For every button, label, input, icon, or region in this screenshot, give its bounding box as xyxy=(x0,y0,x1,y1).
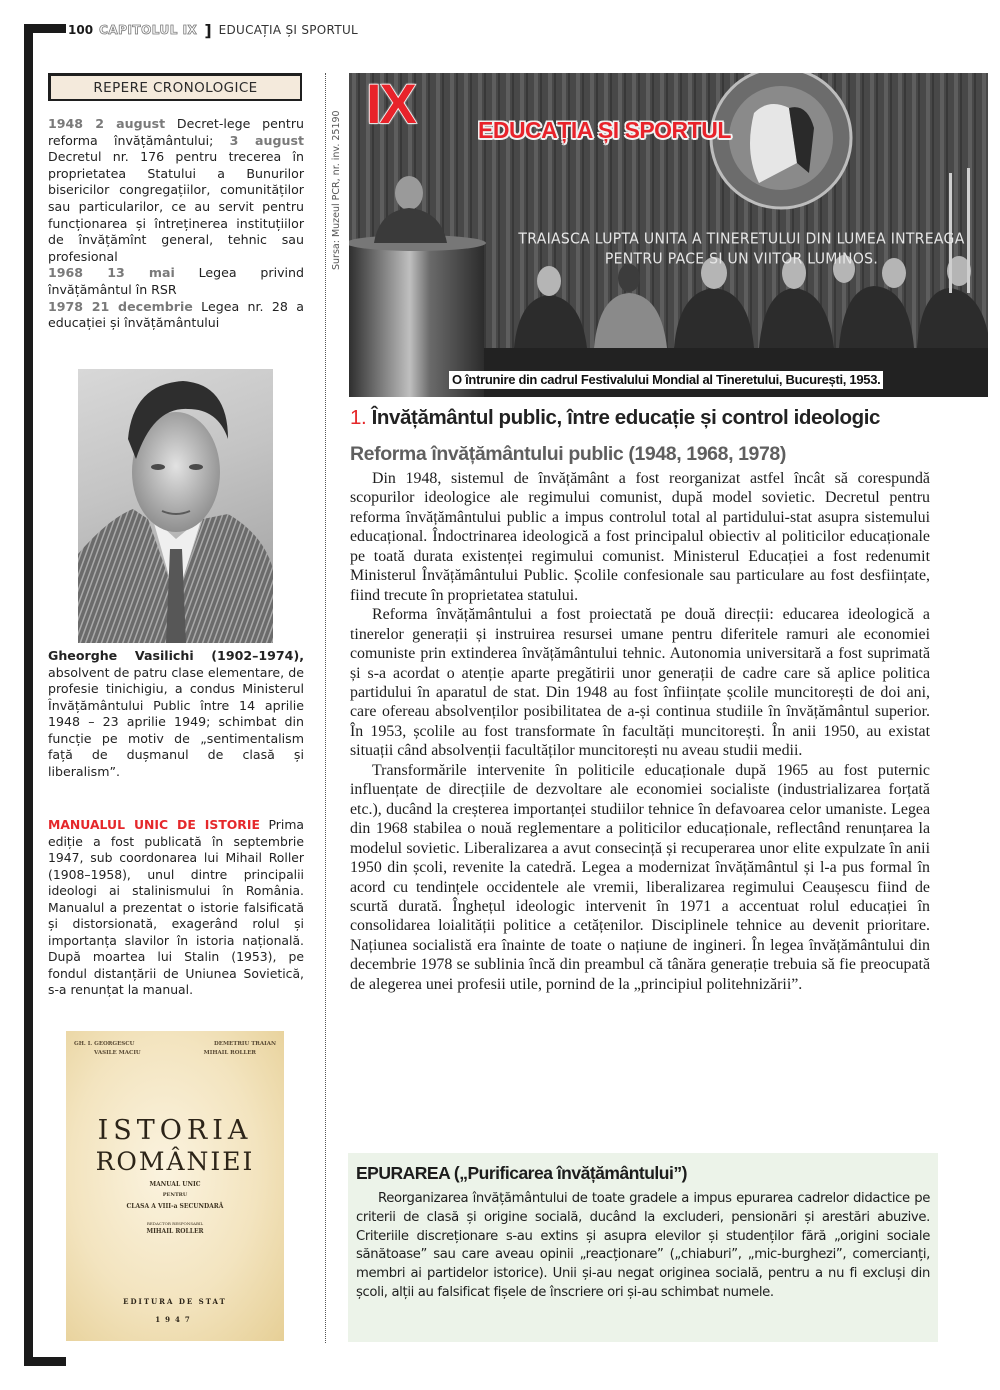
bio-text: absolvent de patru clase elementare, de profesie tinichigiu, a condus Ministerul Învățământului Public între 14 aprilie 1948 – 23 aprilie 1949; schimbat din funcție pe motiv de „sentimentalism față de dușmanul de clasă și liberalism”. xyxy=(48,664,304,779)
book-editor-name: MIHAIL ROLLER xyxy=(146,1228,204,1235)
column-divider xyxy=(325,73,326,1343)
page-frame-bracket xyxy=(24,24,33,1366)
bracket-icon: ] xyxy=(204,20,212,40)
repere-cronologice-heading xyxy=(48,73,302,101)
chronology-entry xyxy=(48,116,304,264)
chapter-number: IX xyxy=(366,73,415,135)
portrait-image-icon xyxy=(78,369,273,643)
chapter-title: EDUCAȚIA ȘI SPORTUL xyxy=(478,117,731,143)
chronology-entry xyxy=(48,265,304,298)
page-number: 100 xyxy=(68,23,94,37)
chronology-date: 3 august xyxy=(229,132,304,148)
chapter-banner-photo xyxy=(349,73,988,397)
manual-note-headline: MANUALUL UNIC DE ISTORIE xyxy=(48,817,260,832)
chronology-text: Legea nr. 28 a educației și învățământului xyxy=(48,298,304,331)
section-title-text: Învățământul public, între educație și control ideologic xyxy=(366,406,881,429)
chronology-date: 1968 13 mai xyxy=(48,265,175,281)
body-paragraph: Transformările intervenite în politicile educaționale după 1965 au fost puternic influențate de direcțiile de dezvoltare ale economiei socialiste (industrializarea forțată etc.), ducând la creșterea importanței studiilor tehnice în defavoarea celor umaniste. Legea din 1968 stabilea o nouă reglementare a politicilor educaționale, reflectând renunțarea la modelul sovietic. Liberalizarea a avut consecință și recuperarea unor elite expulzate în anii 1950 din școli, revenite la catedră. Legea a modernizat învățământul și l-a pus formal în acord cu tendințele occidentele ale vremii, liberalizarea regimului Ceaușescu fiind de scurtă durată. Înghețul ideologic intervenit în 1971 a accentuat rolul educației în consolidarea loialității politice a cetățenilor. Disciplinele tehnice au devenit prioritare. Națiunea socialistă era înainte de toate o națiune de ingineri. În legea învățământului din decembrie 1978 se sublinia încă din preambul că tânăra generație trebuia să fie preocupată de alegerea unei profesii utile, pornind de la „principiul politehnizării”. xyxy=(350,761,930,993)
body-paragraph: Din 1948, sistemul de învățământ a fost reorganizat astfel încât să corespundă scopurilor ideologice ale regimului comunist, după model sovietic. Decretul pentru reforma învățământului public a impus controlul total al partidului-stat asupra sistemului educațional. Îndoctrinarea ideologică a fost principalul obiectiv al politicilor educaționale pe toată durata existenței regimului comunist. Ministerul Educației a fost redenumit Ministerul Învățământului Public. Școlile confesionale sau particulare au fost desființate, fiind trecute în proprietatea statului. xyxy=(350,470,930,604)
chronology-date: 1978 21 decembrie xyxy=(48,298,193,314)
chronology-date: 1948 2 august xyxy=(48,116,166,131)
photo-source-credit: Sursa: Muzeul PCR, nr. inv. 25190 xyxy=(331,110,342,270)
section-title xyxy=(350,406,880,430)
slogan-line: PENTRU PACE SI UN VIITOR LUMINOS. xyxy=(604,251,879,268)
book-authors xyxy=(66,1041,284,1056)
book-publisher: EDITURA DE STAT xyxy=(123,1297,227,1306)
chronology-entry xyxy=(48,299,304,332)
body-paragraph: Reforma învățământului a fost proiectată pe două direcții: educarea ideologică a tinerelor generații și instruirea resursei umane pentru diferitele ramuri ale economiei comuniste prin extinderea învățământului tehnic. Autonomia universitară a fost suprimată și s-a acordat o atenție aparte pregătirii unor generații de cadre care să aplice politica partidului în aparatul de stat. Din 1948 au fost înființate școlile muncitorești de doi ani, care ofereau absolvenților posibilitatea de a-și continua studiile în învățământul superior. În 1953, școlile au fost transformate în facultăți muncitorești. În anii 1950, au existat situații când absolvenții facultăților muncitorești nu aveau studii medii. xyxy=(350,606,930,760)
manual-unic-note xyxy=(48,817,304,999)
book-author: MIHAIL ROLLER xyxy=(203,1050,256,1056)
photo-caption: O întrunire din cadrul Festivalului Mondial al Tineretului, București, 1953. xyxy=(449,371,883,389)
book-title-line2: ROMÂNIEI xyxy=(95,1147,255,1176)
book-subtitle: PENTRU xyxy=(162,1192,188,1198)
book-author: DEMETRIU TRAIAN xyxy=(214,1041,276,1047)
slogan-line: TRAIASCA LUPTA UNITA A TINERETULUI DIN LUMEA INTREAGA xyxy=(518,231,965,248)
biography-caption xyxy=(48,648,304,780)
book-year: 1947 xyxy=(155,1315,195,1324)
chapter-label: CAPITOLUL IX xyxy=(99,23,198,37)
book-title-line1: ISTORIA xyxy=(97,1115,253,1146)
book-author: GH. I. GEORGESCU xyxy=(74,1041,135,1047)
bio-name: Gheorghe Vasilichi (1902–1974), xyxy=(48,648,304,663)
epurarea-info-box xyxy=(348,1153,938,1342)
chronology-text: Legea privind învățământul în RSR xyxy=(48,265,304,297)
epurarea-text: Reorganizarea învățământului de toate gradele a impus epurarea cadrelor didactice pe criterii de clasă și origine socială, ducând la excluderi, pensionări și arestări abuzive. Criteriile discreționare s-au extins și asupra elevilor și studenților fără „origini sociale sănătoase” sau care aveau opinii „reacționare” („chiaburi”, „mic-burghezi”, comercianți, membri ai partidelor istorice). Unii și-au negat originea socială, pentru a nu fi excluși din școli, alții au falsificat fișele de înscriere ori și-au schimbat numele. xyxy=(356,1191,930,1300)
book-subtitle: MANUAL UNIC xyxy=(149,1181,201,1188)
running-header xyxy=(68,20,358,40)
epurarea-title: EPURAREA („Purificarea învățământului”) xyxy=(356,1163,687,1183)
chronology-list xyxy=(48,116,304,332)
book-author: VASILE MACIU xyxy=(94,1050,141,1056)
chronology-text: Decret-lege pentru reforma învățământului; xyxy=(48,116,304,148)
manual-note-text: Prima ediție a fost publicată în septembrie 1947, sub coordonarea lui Mihail Roller (1908–1958), unul dintre principalii ideologi ai stalinismului în România. Manualul a prezentat o istorie falsificată și distorsionată, exagerând rolul și importanța slavilor în istoria națională. După moartea lui Stalin (1953), pe fondul distanțării de Uniunea Sovietică, s-a renunțat la manual. xyxy=(48,817,304,997)
section-number: 1. xyxy=(350,406,367,429)
main-body-text xyxy=(350,469,930,994)
running-chapter-title: EDUCAȚIA ȘI SPORTUL xyxy=(218,23,359,37)
subsection-title: Reforma învățământului public (1948, 1968, 1978) xyxy=(350,443,786,465)
book-editor-label: REDACTOR RESPONSABIL xyxy=(146,1221,204,1226)
chronology-text: Decretul nr. 176 pentru trecerea în proprietatea Statului a Bunurilor bisericilor congregațiilor, comunităților sau particularilor, ce au servit pentru funcționarea și întreținerea instituțiilor de învățămînt general, tehnic sau profesional xyxy=(48,149,304,264)
repere-title: REPERE CRONOLOGICE xyxy=(93,79,258,96)
book-subtitle: CLASA A VIII-a SECUNDARĂ xyxy=(126,1203,224,1210)
book-cover-image xyxy=(66,1031,284,1341)
portrait-photo xyxy=(78,369,273,643)
banner-slogan xyxy=(509,230,974,270)
page-frame-bracket-bottom xyxy=(24,1357,66,1366)
page-frame-bracket-top xyxy=(24,24,66,33)
